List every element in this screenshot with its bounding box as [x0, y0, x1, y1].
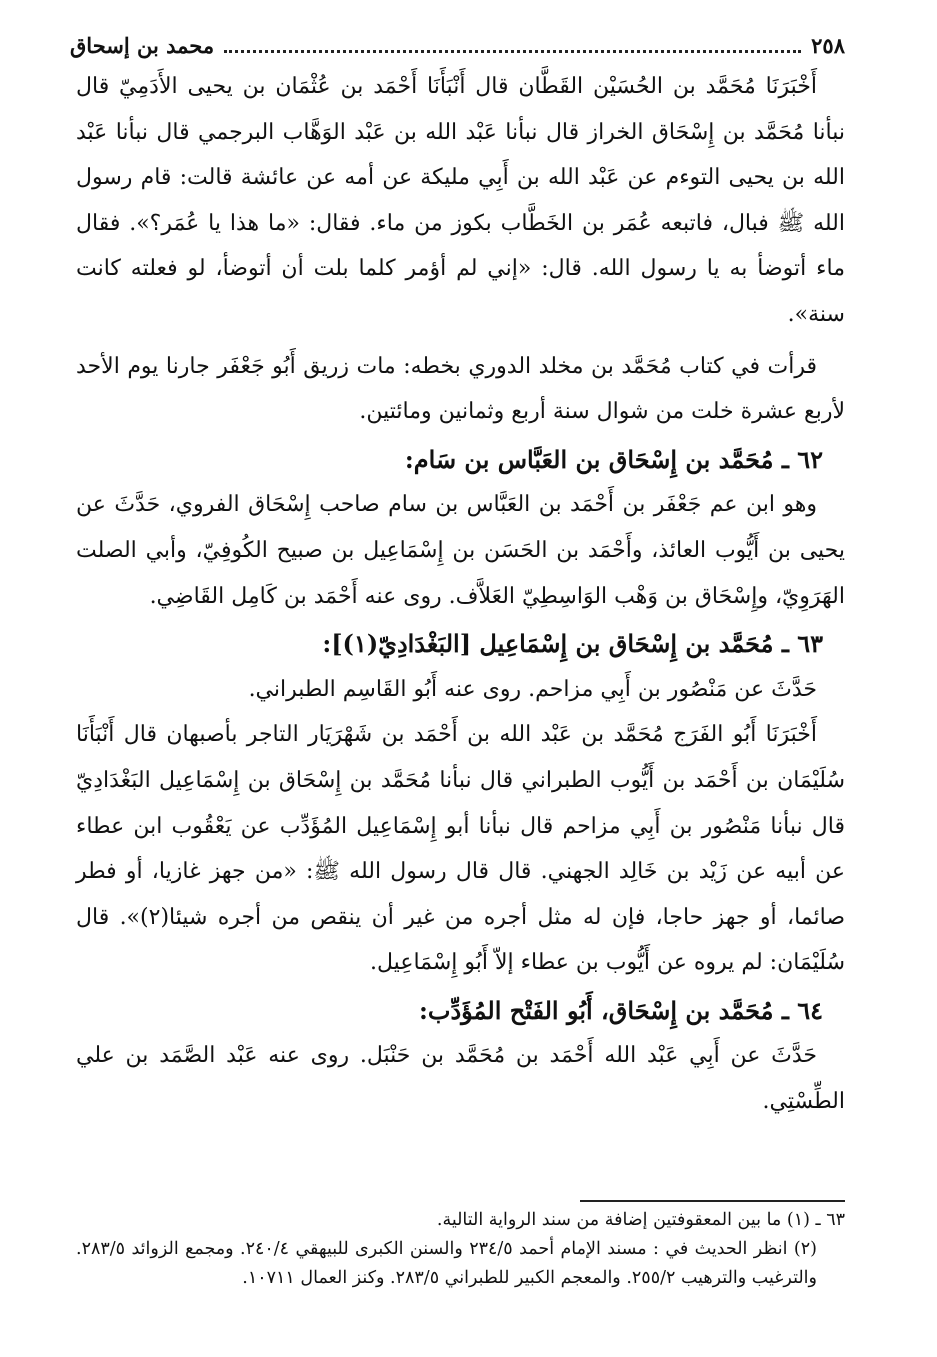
footnote-2: (٢) انظر الحديث في : مسند الإمام أحمد ٢٣٤/٥ والسنن الكبرى للبيهقي ٢٤٠/٤. ومجمع الزوائد ٢٨٣/٥. والترغيب والترهيب ٢٥٥/٢. والمعجم الكبير للطبراني ٢٨٣/٥. وكنز العمال ١٠٧١١.	[76, 1239, 817, 1288]
entry-63-title: ٦٣ ـ مُحَمَّد بن إِسْحَاق بن إِسْمَاعِيل [البَغْدَادِيّ(١)]:	[322, 629, 823, 659]
footnote-1: ٦٣ ـ (١) ما بين المعقوفتين إضافة من سند الرواية التالية.	[436, 1210, 845, 1230]
page-number: ٢٥٨	[811, 32, 845, 58]
paragraph-dawri-note: قرأت في كتاب مُحَمَّد بن مخلد الدوري بخطه: مات زريق أَبُو جَعْفَر جارنا يوم الأحد لأربع عشرة خلت من شوال سنة أربع وثمانين ومائتين.	[76, 353, 845, 425]
footnotes	[76, 1200, 845, 1293]
hadith-paragraph-1: أَخْبَرَنَا مُحَمَّد بن الحُسَيْن القَطَّان قال أَنْبَأَنَا أَحْمَد بن عُثْمَان بن يحيى الأَدَمِيّ قال نبأنا مُحَمَّد بن إِسْحَاق الخراز قال نبأنا عَبْد الله بن عَبْد الوَهَّاب البرجمي قال نبأنا عَبْد الله بن يحيى التوءم عن عَبْد الله بن أَبِي مليكة عن أمه عن عائشة قالت: قام رسول الله ﷺ فبال، فاتبعه عُمَر بن الخَطَّاب بكوز من ماء. فقال: «ما هذا يا عُمَر؟». فقال ماء أتوضأ به يا رسول الله. قال: «إني لم أؤمر كلما بلت أن أتوضأ، لو فعلته كانت سنة».	[76, 74, 845, 327]
entry-63-text-2: أَخْبَرَنَا أَبُو الفَرَج مُحَمَّد بن عَبْد الله بن أَحْمَد بن شَهْرَيَار التاجر بأصبهان قال أَنْبَأَنَا سُلَيْمَان بن أَحْمَد بن أَيُّوب الطبراني قال نبأنا مُحَمَّد بن إِسْحَاق بن إِسْمَاعِيل البَغْدَادِيّ قال نبأنا مَنْصُور بن أَبِي مزاحم قال نبأنا أبو إِسْمَاعِيل المُؤَدِّب عن يَعْقُوب ابن عطاء عن أبيه عن زَيْد بن خَالِد الجهني. قال قال رسول الله ﷺ: «من جهز غازيا، أو فطر صائما، أو جهز حاجا، فإن له مثل أجره من غير أن ينقص من أجره شيئا(٢)». قال سُلَيْمَان: لم يروه عن أَيُّوب بن عطاء إلاّ أَبُو إِسْمَاعِيل.	[76, 722, 846, 976]
entry-62-title: ٦٢ ـ مُحَمَّد بن إِسْحَاق بن العَبَّاس بن سَام:	[404, 444, 823, 474]
running-title: محمد بن إسحاق	[70, 32, 215, 58]
entry-63-text-1: حَدَّثَ عن مَنْصُور بن أَبِي مزاحم. روى عنه أَبُو القَاسِم الطبراني.	[248, 676, 817, 702]
running-header	[70, 28, 845, 62]
header-dotted-leader	[224, 38, 801, 53]
entry-64-text: حَدَّثَ عن أَبِي عَبْد الله أَحْمَد بن مُحَمَّد بن حَنْبَل. روى عنه عَبْد الصَّمَد بن علي الطِّسْتِي.	[76, 1043, 845, 1115]
entry-62-text: وهو ابن عم جَعْفَر بن أَحْمَد بن العَبَّاس بن سام صاحب إِسْحَاق الفروي، حَدَّثَ عن يحيى بن أَيُّوب العائذ، وأَحْمَد بن الحَسَن بن إِسْمَاعِيل بن صبيح الكُوفِيّ، وأبي الصلت الهَرَوِيّ، وإِسْحَاق بن وَهْب الوَاسِطِيّ العَلاَّف. روى عنه أَحْمَد بن كَامِل القَاضِي.	[76, 492, 845, 609]
main-text	[76, 64, 845, 1125]
footnote-separator	[580, 1200, 845, 1202]
entry-64-title: ٦٤ ـ مُحَمَّد بن إِسْحَاق، أَبُو الفَتْح المُؤَدِّب:	[418, 995, 823, 1025]
